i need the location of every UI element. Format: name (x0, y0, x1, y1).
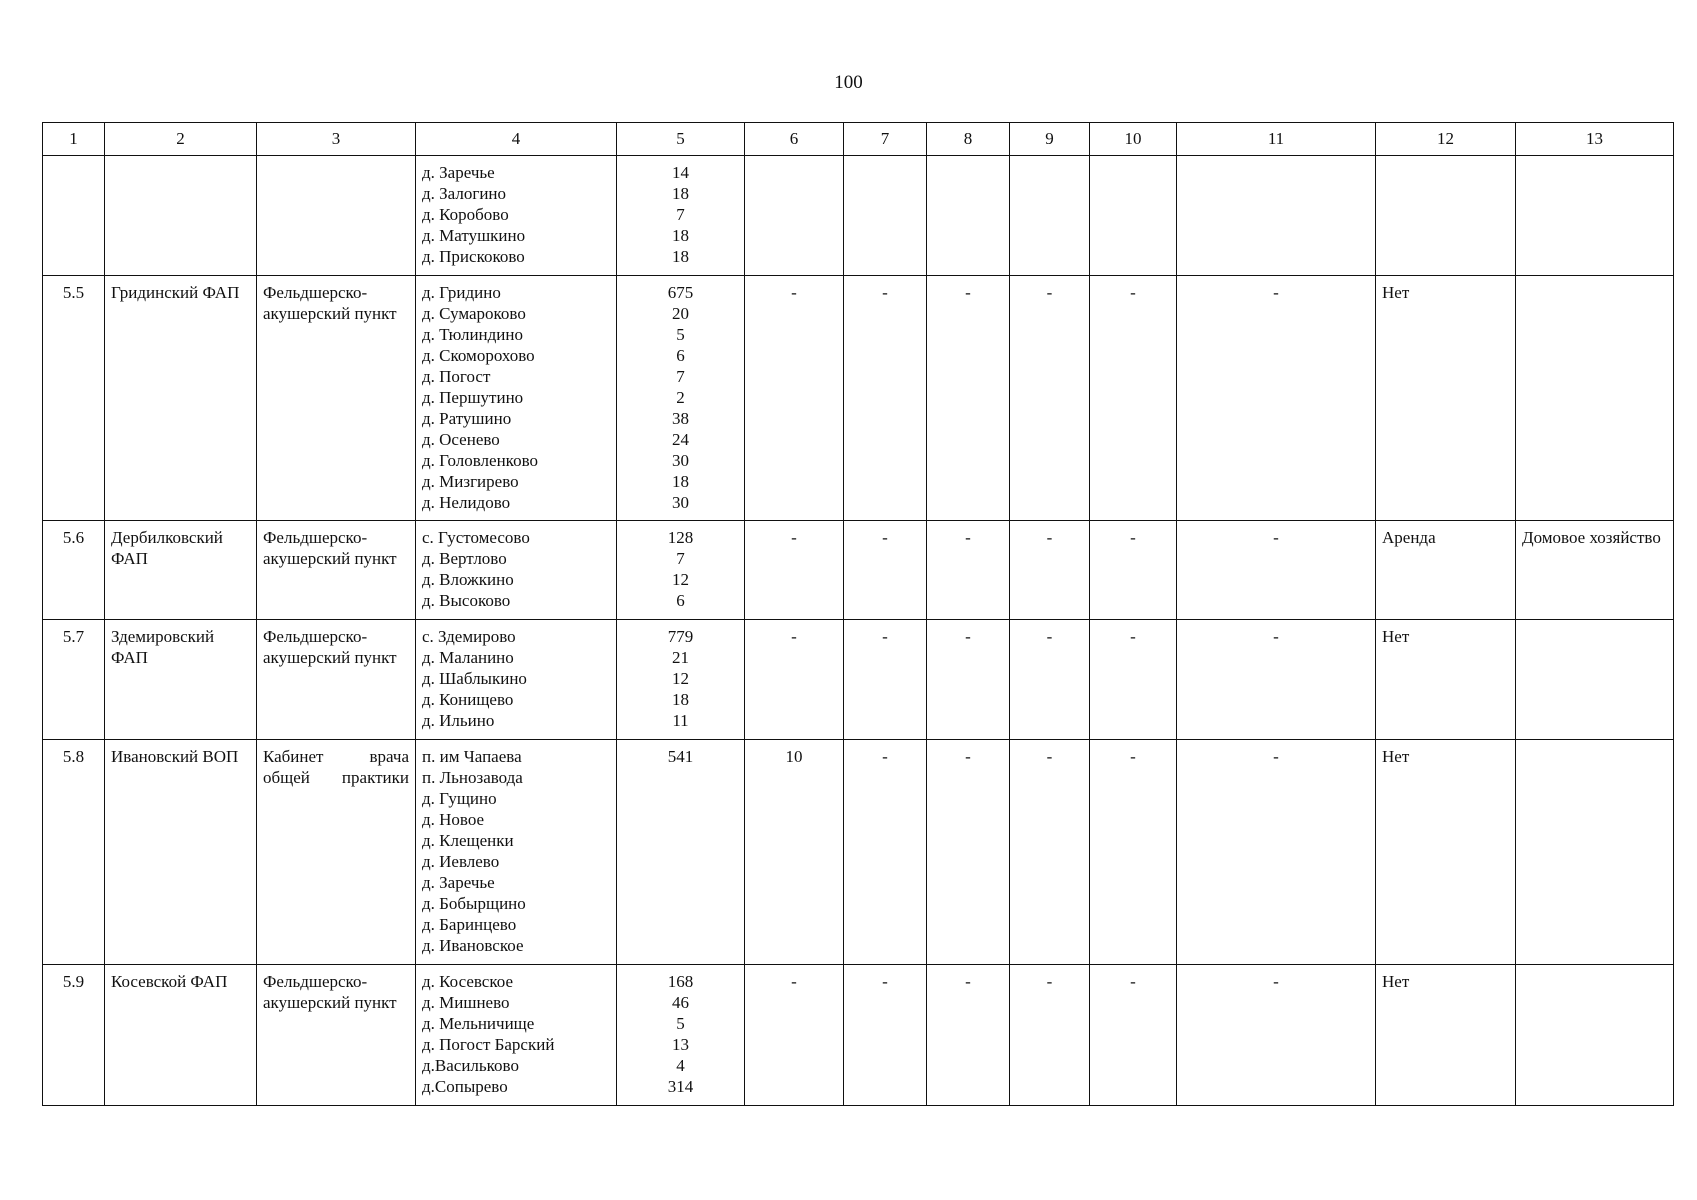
settlement-name: д. Ивановское (422, 936, 524, 955)
settlement-name: д. Прискоково (422, 247, 525, 266)
column-11-cell: - (1177, 521, 1376, 620)
column-header-4: 4 (416, 123, 617, 156)
population-value: 168 (667, 972, 694, 991)
settlement-name: д. Новое (422, 810, 485, 829)
population-value: 18 (672, 690, 689, 709)
population-cell (617, 156, 745, 276)
table-row (43, 521, 1674, 620)
settlement-name: д. Заречье (422, 163, 495, 182)
settlement-name: д. Баринцево (422, 915, 517, 934)
premises-cell (1516, 965, 1674, 1106)
population-value: 12 (672, 570, 689, 589)
facility-type-cell: Фельдшерско-акушерский пункт (257, 620, 416, 740)
row-number-cell: 5.9 (43, 965, 105, 1106)
population-cell (617, 965, 745, 1106)
row-number-cell (43, 156, 105, 276)
population-value: 7 (676, 549, 685, 568)
settlement-name: д. Першутино (422, 388, 524, 407)
column-11-cell: - (1177, 740, 1376, 965)
population-value: 6 (676, 346, 685, 365)
settlement-name: с. Густомесово (422, 528, 530, 547)
column-10-cell: - (1090, 965, 1177, 1106)
settlement-name: д. Мишнево (422, 993, 510, 1012)
row-number-cell: 5.5 (43, 276, 105, 521)
column-7-cell: - (844, 740, 927, 965)
table-row (43, 620, 1674, 740)
column-header-6: 6 (745, 123, 844, 156)
population-cell (617, 620, 745, 740)
premises-cell (1516, 276, 1674, 521)
settlements-cell (416, 521, 617, 620)
population-value: 5 (676, 325, 685, 344)
settlement-name: д.Сопырево (422, 1077, 508, 1096)
settlement-name: д. Заречье (422, 873, 495, 892)
facility-type-cell: Фельдшерско-акушерский пункт (257, 276, 416, 521)
column-7-cell: - (844, 965, 927, 1106)
facility-name-cell (105, 156, 257, 276)
facility-name-cell: Здемировский ФАП (105, 620, 257, 740)
column-10-cell: - (1090, 521, 1177, 620)
column-10-cell: - (1090, 276, 1177, 521)
premises-cell (1516, 156, 1674, 276)
settlement-name: д. Гущино (422, 789, 497, 808)
settlement-name: д. Мельничище (422, 1014, 535, 1033)
population-value: 7 (676, 367, 685, 386)
column-9-cell: - (1010, 276, 1090, 521)
column-6-cell: - (745, 965, 844, 1106)
settlement-name: с. Здемирово (422, 627, 516, 646)
population-value: 38 (672, 409, 689, 428)
column-6-cell: 10 (745, 740, 844, 965)
facility-name-cell: Гридинский ФАП (105, 276, 257, 521)
table-row (43, 965, 1674, 1106)
settlement-name: д. Гридино (422, 283, 501, 302)
column-7-cell: - (844, 276, 927, 521)
facility-type-cell: Фельдшерско-акушерский пункт (257, 965, 416, 1106)
column-header-12: 12 (1376, 123, 1516, 156)
settlement-name: п. им Чапаева (422, 747, 522, 766)
column-header-1: 1 (43, 123, 105, 156)
population-value: 30 (672, 493, 689, 512)
population-value: 779 (667, 627, 694, 646)
settlement-name: д. Мизгирево (422, 472, 519, 491)
column-header-9: 9 (1010, 123, 1090, 156)
facilities-table (42, 122, 1674, 1106)
table-body (43, 156, 1674, 1106)
settlement-name: д. Конищево (422, 690, 514, 709)
column-10-cell: - (1090, 740, 1177, 965)
population-value: 20 (672, 304, 689, 323)
settlement-name: д. Залогино (422, 184, 507, 203)
population-value: 314 (667, 1077, 694, 1096)
settlement-name: д. Погост (422, 367, 491, 386)
population-value: 2 (676, 388, 685, 407)
settlement-name: д. Бобырщино (422, 894, 526, 913)
population-value: 6 (676, 591, 685, 610)
premises-cell (1516, 620, 1674, 740)
population-value: 541 (667, 747, 694, 766)
column-9-cell: - (1010, 521, 1090, 620)
column-9-cell: - (1010, 740, 1090, 965)
settlement-name: д. Погост Барский (422, 1035, 555, 1054)
column-header-7: 7 (844, 123, 927, 156)
column-header-13: 13 (1516, 123, 1674, 156)
row-number-cell: 5.7 (43, 620, 105, 740)
column-8-cell: - (927, 521, 1010, 620)
population-value: 5 (676, 1014, 685, 1033)
column-8-cell (927, 156, 1010, 276)
column-header-11: 11 (1177, 123, 1376, 156)
population-value: 4 (676, 1056, 685, 1075)
settlement-name: д. Иевлево (422, 852, 500, 871)
column-header-10: 10 (1090, 123, 1177, 156)
settlement-name: д. Косевское (422, 972, 513, 991)
settlements-cell (416, 156, 617, 276)
settlements-cell (416, 965, 617, 1106)
facility-name-cell: Дербилковский ФАП (105, 521, 257, 620)
column-11-cell: - (1177, 620, 1376, 740)
column-10-cell: - (1090, 620, 1177, 740)
column-11-cell: - (1177, 276, 1376, 521)
population-value: 18 (672, 226, 689, 245)
population-cell (617, 740, 745, 965)
population-value: 675 (667, 283, 694, 302)
facility-name-cell: Ивановский ВОП (105, 740, 257, 965)
column-9-cell: - (1010, 620, 1090, 740)
settlement-name: д. Вертлово (422, 549, 507, 568)
population-value: 24 (672, 430, 689, 449)
settlement-name: п. Льнозавода (422, 768, 523, 787)
settlement-name: д. Матушкино (422, 226, 526, 245)
population-value: 18 (672, 184, 689, 203)
settlement-name: д. Коробово (422, 205, 509, 224)
population-value: 13 (672, 1035, 689, 1054)
premises-cell (1516, 740, 1674, 965)
column-header-3: 3 (257, 123, 416, 156)
population-value: 18 (672, 472, 689, 491)
population-value: 11 (672, 711, 689, 730)
column-6-cell: - (745, 521, 844, 620)
settlements-cell (416, 620, 617, 740)
column-6-cell: - (745, 276, 844, 521)
settlement-name: д. Высоково (422, 591, 511, 610)
column-header-2: 2 (105, 123, 257, 156)
settlement-name: д. Клещенки (422, 831, 514, 850)
column-header-8: 8 (927, 123, 1010, 156)
population-value: 30 (672, 451, 689, 470)
column-9-cell: - (1010, 965, 1090, 1106)
column-11-cell: - (1177, 965, 1376, 1106)
facility-type-cell: Фельдшерско-акушерский пункт (257, 521, 416, 620)
population-value: 18 (672, 247, 689, 266)
ownership-cell: Нет (1376, 620, 1516, 740)
facility-type-cell (257, 156, 416, 276)
column-11-cell (1177, 156, 1376, 276)
population-value: 12 (672, 669, 689, 688)
settlement-name: д. Маланино (422, 648, 514, 667)
ownership-cell: Нет (1376, 276, 1516, 521)
population-value: 7 (676, 205, 685, 224)
column-header-5: 5 (617, 123, 745, 156)
ownership-cell: Нет (1376, 965, 1516, 1106)
table-row (43, 156, 1674, 276)
ownership-cell: Нет (1376, 740, 1516, 965)
page-number: 100 (834, 72, 863, 93)
settlement-name: д. Сумароково (422, 304, 526, 323)
settlement-name: д. Ратушино (422, 409, 512, 428)
column-9-cell (1010, 156, 1090, 276)
ownership-cell (1376, 156, 1516, 276)
column-7-cell: - (844, 521, 927, 620)
ownership-cell: Аренда (1376, 521, 1516, 620)
population-cell (617, 521, 745, 620)
settlement-name: д.Васильково (422, 1056, 519, 1075)
settlements-cell (416, 740, 617, 965)
facility-name-cell: Косевской ФАП (105, 965, 257, 1106)
population-value: 14 (672, 163, 689, 182)
settlement-name: д. Осенево (422, 430, 500, 449)
column-6-cell: - (745, 620, 844, 740)
settlement-name: д. Шаблыкино (422, 669, 527, 688)
table-row (43, 276, 1674, 521)
settlement-name: д. Вложкино (422, 570, 514, 589)
settlement-name: д. Тюлиндино (422, 325, 523, 344)
row-number-cell: 5.8 (43, 740, 105, 965)
settlement-name: д. Скоморохово (422, 346, 535, 365)
facility-type-cell: Кабинет врача общей практики (257, 740, 416, 965)
column-8-cell: - (927, 965, 1010, 1106)
settlement-name: д. Головленково (422, 451, 538, 470)
settlements-cell (416, 276, 617, 521)
row-number-cell: 5.6 (43, 521, 105, 620)
column-7-cell: - (844, 620, 927, 740)
settlement-name: д. Нелидово (422, 493, 511, 512)
table-row (43, 740, 1674, 965)
column-6-cell (745, 156, 844, 276)
column-8-cell: - (927, 740, 1010, 965)
population-value: 128 (667, 528, 694, 547)
population-cell (617, 276, 745, 521)
population-value: 46 (672, 993, 689, 1012)
settlement-name: д. Ильино (422, 711, 495, 730)
population-value: 21 (672, 648, 689, 667)
column-number-row (43, 123, 1674, 156)
column-8-cell: - (927, 620, 1010, 740)
premises-cell: Домовое хозяйство (1516, 521, 1674, 620)
column-7-cell (844, 156, 927, 276)
column-8-cell: - (927, 276, 1010, 521)
column-10-cell (1090, 156, 1177, 276)
